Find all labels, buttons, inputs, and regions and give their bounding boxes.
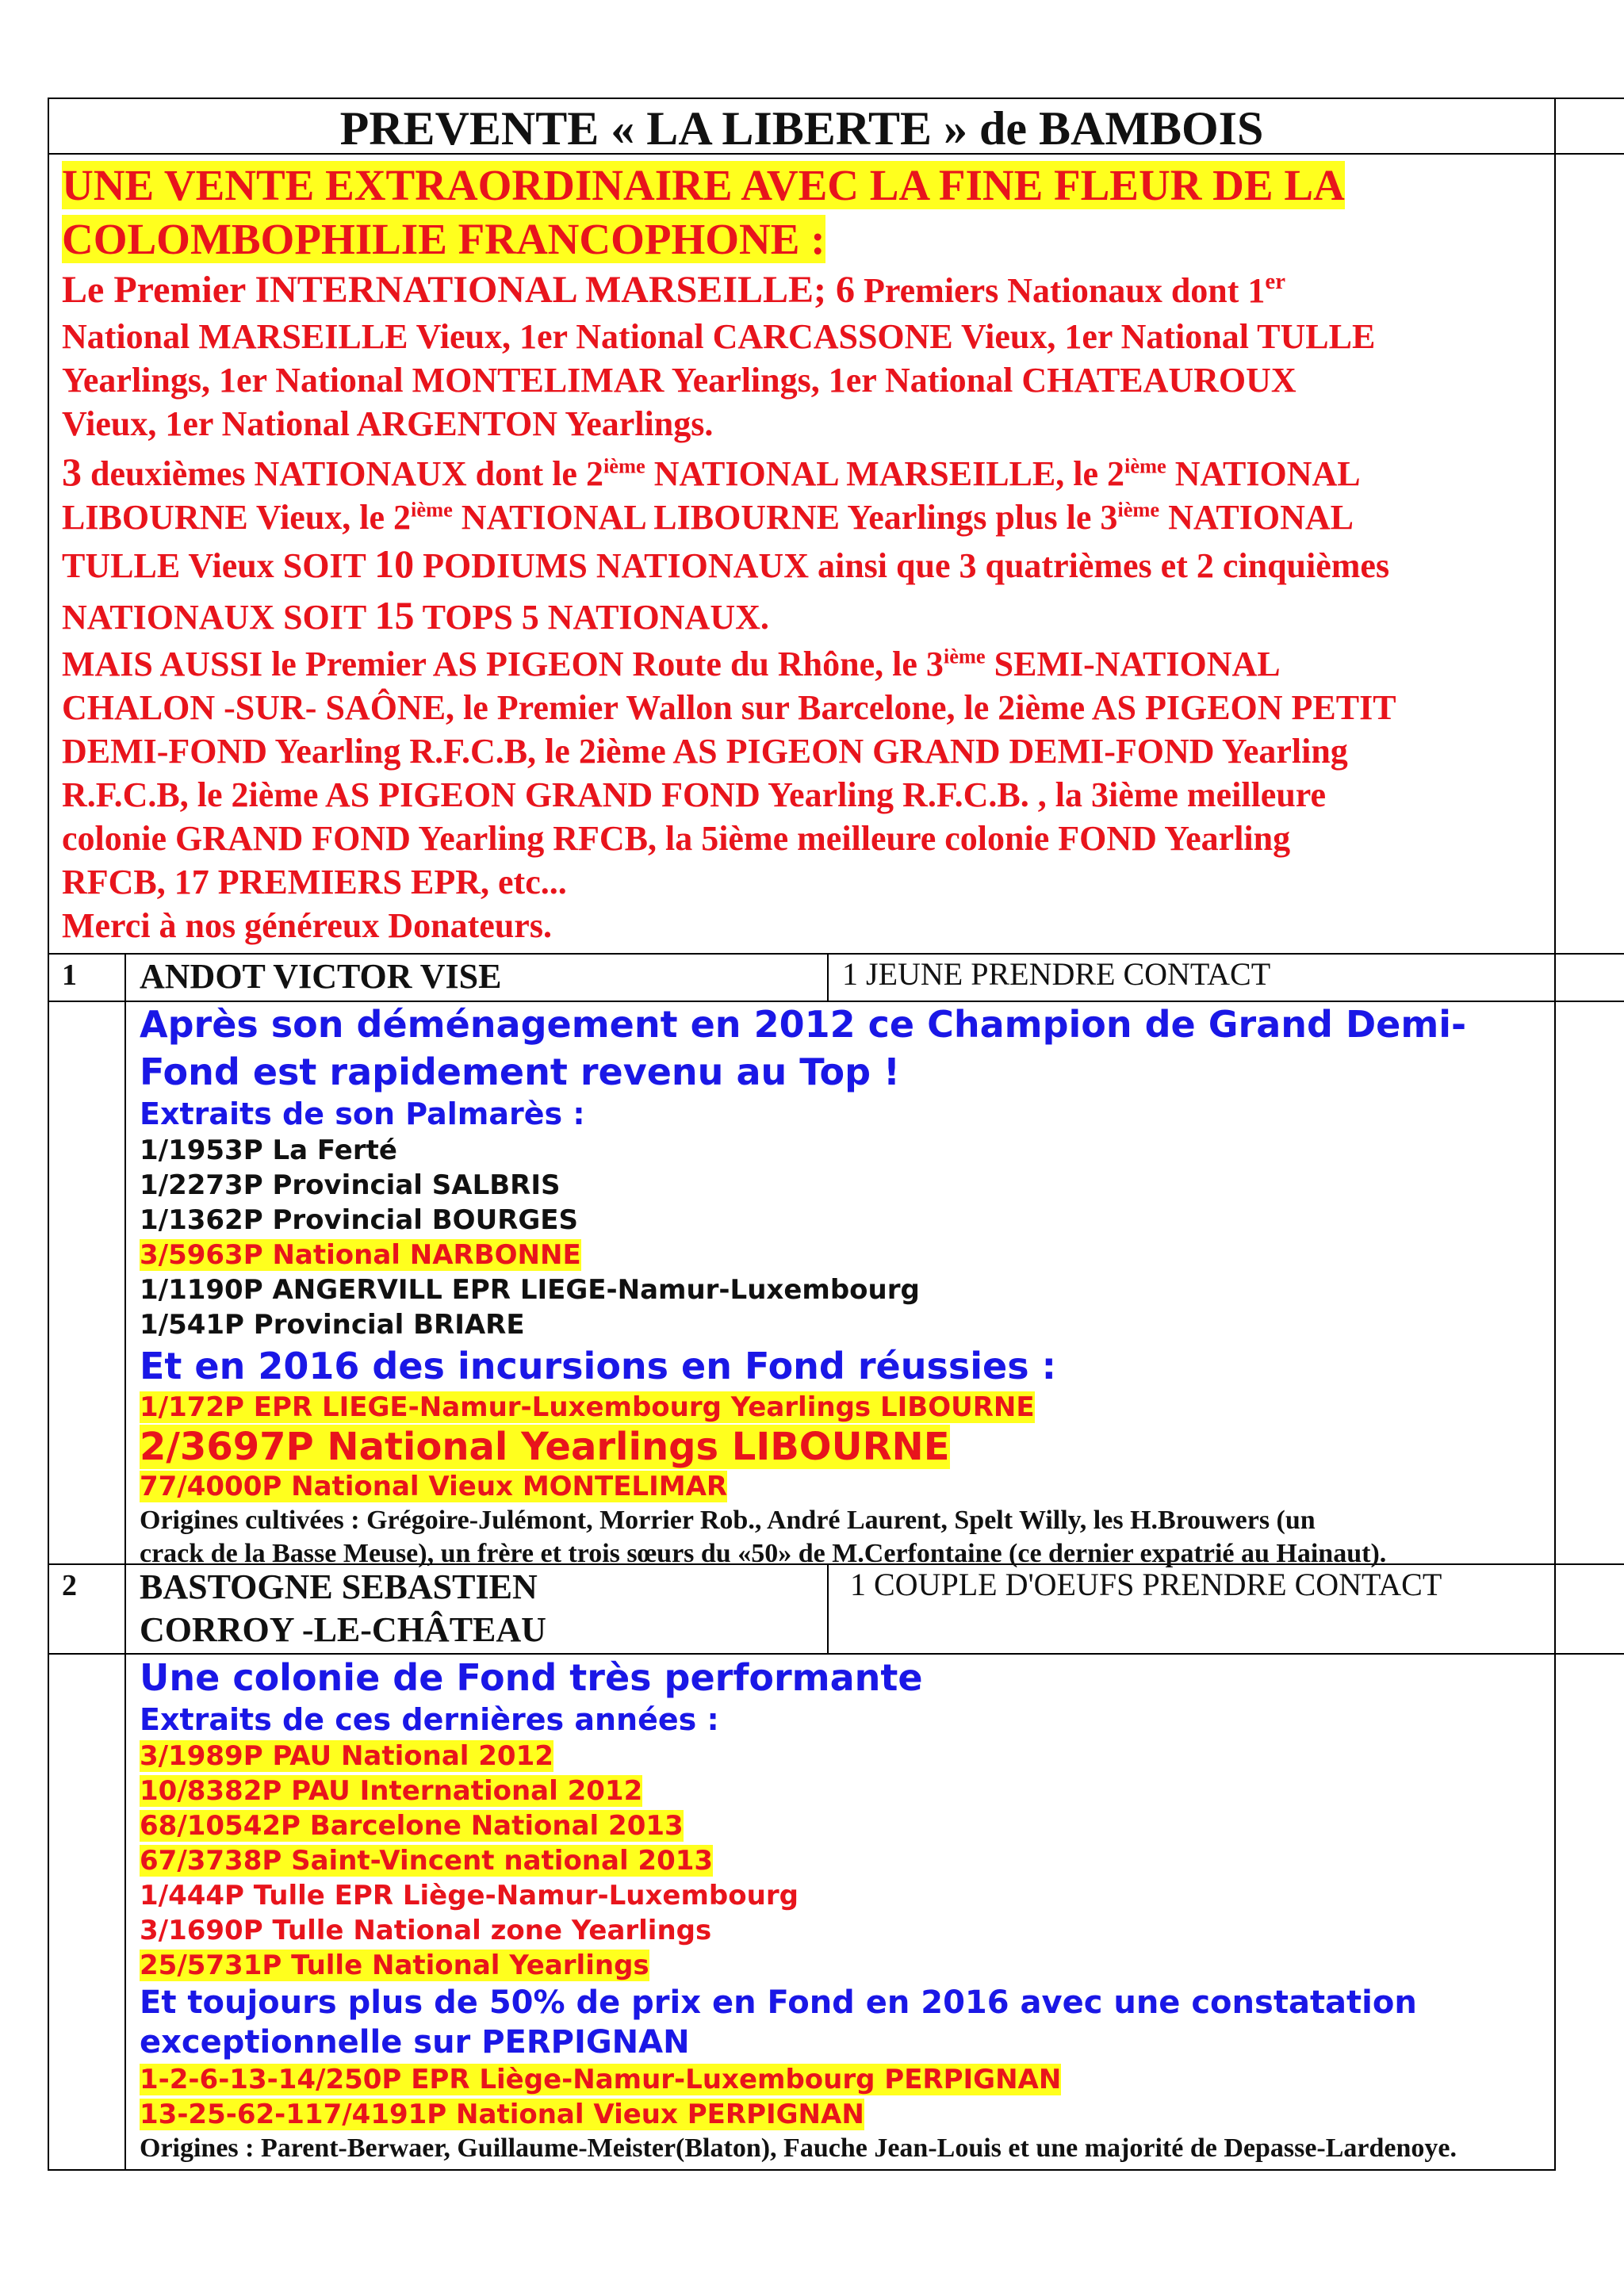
entry-2-result: 10/8382P PAU International 2012 xyxy=(140,1775,643,1807)
intro-p3-line2: CHALON -SUR- SAÔNE, le Premier Wallon sur Barcelone, le 2ième AS PIGEON PETIT xyxy=(62,688,1396,727)
intro-p2-i: 10 xyxy=(374,541,415,586)
intro-p3-b: SEMI-NATIONAL xyxy=(985,645,1281,683)
intro-p2-l: 15 xyxy=(374,593,415,637)
intro-p1-a: Le Premier INTERNATIONAL MARSEILLE; xyxy=(62,269,837,311)
entry-1-headline-1: Après son déménagement en 2012 ce Champion de Grand Demi- xyxy=(140,1003,1467,1046)
entry-2-headline-1: Une colonie de Fond très performante xyxy=(140,1656,923,1699)
entry-1-origins-2: crack de la Basse Meuse), un frère et trois sœurs du «50» de M.Cerfontaine (ce dernier expatrié au Hainaut). xyxy=(140,1539,1387,1568)
entry-1-description xyxy=(140,1001,1559,1571)
page-title: PREVENTE « LA LIBERTE » de BAMBOIS xyxy=(339,102,1264,155)
col-divider-lot-1 xyxy=(827,953,829,1001)
entry-2-description xyxy=(140,1654,1559,2165)
table-border-left xyxy=(48,98,49,2171)
entry-1-origins-1: Origines cultivées : Grégoire-Julémont, Morrier Rob., André Laurent, Spelt Willy, les H.Brouwers (un xyxy=(140,1506,1316,1535)
intro-p1-c: Premiers Nationaux dont 1 xyxy=(855,271,1266,310)
entry-1-subheading-2: Et en 2016 des incursions en Fond réussies : xyxy=(140,1345,1057,1387)
intro-p2-j: PODIUMS NATIONAUX ainsi que 3 quatrièmes et 2 cinquièmes xyxy=(414,546,1390,585)
entry-2-result-2016: 13-25-62-117/4191P National Vieux PERPIGNAN xyxy=(140,2099,864,2130)
entry-2-name-1: BASTOGNE SEBASTIEN xyxy=(140,1567,538,1606)
entry-1-result-2016: 77/4000P National Vieux MONTELIMAR xyxy=(140,1471,728,1502)
entry-1-result: 3/5963P National NARBONNE xyxy=(140,1239,581,1271)
intro-p2-m: TOPS 5 NATIONAUX. xyxy=(414,598,769,637)
entry-1-result: 1/1362P Provincial BOURGES xyxy=(140,1204,578,1236)
entry-1-number: 1 xyxy=(62,959,77,992)
intro-p2-f: NATIONAL LIBOURNE Yearlings plus le 3 xyxy=(452,498,1118,537)
entry-1-subheading-1: Extraits de son Palmarès : xyxy=(140,1096,585,1131)
entry-1-result-2016: 2/3697P National Yearlings LIBOURNE xyxy=(140,1425,950,1469)
col-divider-lot-2 xyxy=(827,1563,829,1653)
entry-1-result: 1/541P Provincial BRIARE xyxy=(140,1309,525,1341)
intro-p2-b: deuxièmes NATIONAUX dont le 2 xyxy=(82,454,603,493)
intro-p1-line2: National MARSEILLE Vieux, 1er National CARCASSONE Vieux, 1er National TULLE xyxy=(62,317,1376,356)
intro-p3-line3: DEMI-FOND Yearling R.F.C.B, le 2ième AS PIGEON GRAND DEMI-FOND Yearling xyxy=(62,732,1348,771)
intro-headline-2: COLOMBOPHILIE FRANCOPHONE : xyxy=(62,215,825,263)
entry-2-origins: Origines : Parent-Berwaer, Guillaume-Meister(Blaton), Fauche Jean-Louis et une majorité de Depasse-Lardenoye. xyxy=(140,2133,1457,2163)
intro-p1-b: 6 xyxy=(836,269,856,311)
entry-1-result: 1/1190P ANGERVILL EPR LIEGE-Namur-Luxembourg xyxy=(140,1274,920,1306)
entry-2-subheading-2b: exceptionnelle sur PERPIGNAN xyxy=(140,2024,690,2061)
intro-p2-h: TULLE Vieux SOIT xyxy=(62,546,375,585)
intro-thanks: Merci à nos généreux Donateurs. xyxy=(62,906,552,945)
entry-2-result: 3/1690P Tulle National zone Yearlings xyxy=(140,1915,712,1946)
entry-1-result-2016: 1/172P EPR LIEGE-Namur-Luxembourg Yearlings LIBOURNE xyxy=(140,1391,1035,1423)
entry-2-result: 3/1989P PAU National 2012 xyxy=(140,1740,553,1772)
entry-2-result-2016: 1-2-6-13-14/250P EPR Liège-Namur-Luxembourg PERPIGNAN xyxy=(140,2064,1062,2095)
entry-2-subheading-1: Extraits de ces dernières années : xyxy=(140,1702,719,1737)
intro-p2-sup2: ième xyxy=(1124,453,1166,478)
intro-p2-k: NATIONAUX SOIT xyxy=(62,598,375,637)
intro-p3-line5: colonie GRAND FOND Yearling RFCB, la 5ième meilleure colonie FOND Yearling xyxy=(62,819,1291,858)
entry-2-subheading-2a: Et toujours plus de 50% de prix en Fond en 2016 avec une constatation xyxy=(140,1984,1417,2021)
intro-p2-a: 3 xyxy=(62,450,82,494)
intro-p3-a: MAIS AUSSI le Premier AS PIGEON Route du Rhône, le 3 xyxy=(62,645,944,683)
intro-block xyxy=(62,159,1553,947)
entry-1-headline-2: Fond est rapidement revenu au Top ! xyxy=(140,1050,901,1093)
col-divider-number xyxy=(124,953,126,2171)
intro-p2-g: NATIONAL xyxy=(1159,498,1354,537)
entry-2-result: 67/3738P Saint-Vincent national 2013 xyxy=(140,1845,714,1877)
intro-p2-sup4: ième xyxy=(1117,497,1160,522)
intro-p1-line3: Yearlings, 1er National MONTELIMAR Yearlings, 1er National CHATEAUROUX xyxy=(62,361,1297,400)
intro-p2-c: NATIONAL MARSEILLE, le 2 xyxy=(645,454,1124,493)
entry-1-name: ANDOT VICTOR VISE xyxy=(140,957,502,996)
entry-1-lot: 1 JEUNE PRENDRE CONTACT xyxy=(842,956,1271,992)
table-border-top xyxy=(48,98,1624,99)
entry-1-result: 1/2273P Provincial SALBRIS xyxy=(140,1169,561,1201)
entry-1-result: 1/1953P La Ferté xyxy=(140,1135,397,1166)
intro-p2-e: LIBOURNE Vieux, le 2 xyxy=(62,498,412,537)
entry-2-lot: 1 COUPLE D'OEUFS PRENDRE CONTACT xyxy=(850,1567,1442,1602)
intro-p3-line6: RFCB, 17 PREMIERS EPR, etc... xyxy=(62,863,567,901)
intro-p2-sup1: ième xyxy=(603,453,645,478)
table-border-bottom xyxy=(48,2169,1556,2171)
intro-p1-sup: er xyxy=(1265,269,1285,294)
intro-p2-d: NATIONAL xyxy=(1166,454,1361,493)
intro-p2-sup3: ième xyxy=(411,497,453,522)
entry-2-result: 1/444P Tulle EPR Liège-Namur-Luxembourg xyxy=(140,1880,799,1911)
entry-2-number: 2 xyxy=(62,1569,77,1602)
entry-2-result: 68/10542P Barcelone National 2013 xyxy=(140,1810,684,1842)
entry-2-result: 25/5731P Tulle National Yearlings xyxy=(140,1950,649,1981)
entry-2-name-2: CORROY -LE-CHÂTEAU xyxy=(140,1610,546,1649)
intro-headline-1: UNE VENTE EXTRAORDINAIRE AVEC LA FINE FLEUR DE LA xyxy=(62,161,1345,209)
intro-p3-line4: R.F.C.B, le 2ième AS PIGEON GRAND FOND Yearling R.F.C.B. , la 3ième meilleure xyxy=(62,775,1327,814)
intro-p1-line4: Vieux, 1er National ARGENTON Yearlings. xyxy=(62,404,714,443)
intro-p3-sup: ième xyxy=(943,644,986,668)
